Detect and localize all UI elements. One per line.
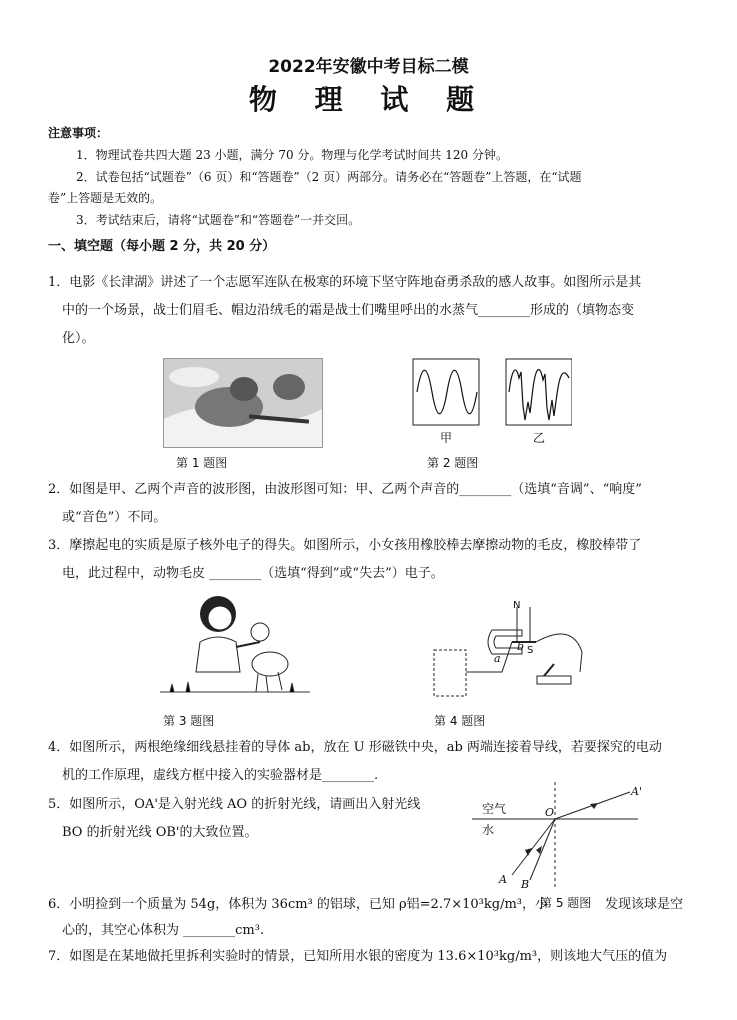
- q2-line-2: 或“音色”）不同。: [62, 510, 167, 525]
- q6-line-1: 6．小明捡到一个质量为 54g，体积为 36cm³ 的铝球，已知 ρ铝=2.7×10³kg/m³，小: [48, 897, 548, 912]
- q6-line-2: 心的，其空心体积为 ________cm³.: [62, 923, 265, 938]
- q1-line-3: 化）。: [62, 331, 95, 346]
- note-item-3: 3．考试结束后，请将“试题卷”和“答题卷”一并交回。: [76, 213, 361, 227]
- fig3-caption: 第 3 题图: [163, 714, 215, 728]
- fig2-caption: 第 2 题图: [427, 456, 479, 470]
- note-item-2: 2．试卷包括“试题卷”（6 页）和“答题卷”（2 页）两部分。请务必在“答题卷”上答题，在“试题: [76, 170, 582, 184]
- fig4-label-s: S: [527, 645, 534, 656]
- fig4-label-n: N: [513, 600, 521, 611]
- fig5-caption: 第 5 题图: [540, 896, 592, 910]
- section-heading: 一、填空题（每小题 2 分，共 20 分）: [48, 239, 276, 254]
- note-item-1: 1．物理试卷共四大题 23 小题，满分 70 分。物理与化学考试时间共 120 分钟。: [76, 148, 508, 162]
- q3-line-1: 3．摩擦起电的实质是原子核外电子的得失。如图所示，小女孩用橡胶棒去摩擦动物的毛皮，橡胶棒带了: [48, 538, 642, 553]
- notes-heading: 注意事项：: [48, 126, 109, 140]
- fig1-photo: [163, 358, 323, 448]
- q4-line-2: 机的工作原理，虚线方框中接入的实验器材是________.: [62, 768, 379, 783]
- q3-line-2: 电，此过程中，动物毛皮 ________（选填“得到”或“失去”）电子。: [62, 566, 444, 581]
- fig5-water-label: 水: [482, 823, 495, 837]
- q6-line-1-tail: 发现该球是空: [605, 897, 684, 912]
- q5-line-1: 5．如图所示，OA'是入射光线 AO 的折射光线，请画出入射光线: [48, 797, 421, 812]
- subject-title: 物 理 试 题: [248, 83, 489, 116]
- fig4-label-a: a: [494, 652, 501, 665]
- fig2-label-a: 甲: [440, 431, 453, 445]
- q7-line-1: 7．如图是在某地做托里拆利实验时的情景，已知所用水银的密度为 13.6×10³kg/m³，则该地大气压的值为: [48, 949, 668, 964]
- fig4-label-b: b: [517, 640, 525, 653]
- fig5-o-label: O: [545, 806, 555, 819]
- fig5-a-label: A: [499, 873, 507, 886]
- exam-title: 2022年安徽中考目标二模: [268, 57, 469, 77]
- fig5-air-label: 空气: [482, 802, 507, 816]
- q2-line-1: 2．如图是甲、乙两个声音的波形图，由波形图可知：甲、乙两个声音的________（选填“音调”、“响度”: [48, 482, 642, 497]
- fig4-caption: 第 4 题图: [434, 714, 486, 728]
- fig5-b-label: B: [521, 878, 530, 891]
- fig2-label-b: 乙: [533, 431, 546, 445]
- fig4-apparatus: [432, 602, 592, 698]
- q1-line-1: 1．电影《长津湖》讲述了一个志愿军连队在极寒的环境下坚守阵地奋勇杀敌的感人故事。如图所示是其: [48, 275, 642, 290]
- fig5-a-prime-label: A': [631, 785, 642, 798]
- q1-line-2: 中的一个场景，战士们眉毛、帽边沿绒毛的霜是战士们嘴里呼出的水蒸气________形成的（填物态变: [62, 303, 635, 318]
- q5-line-2: BO 的折射光线 OB'的大致位置。: [62, 825, 258, 840]
- q4-line-1: 4．如图所示，两根绝缘细线悬挂着的导体 ab，放在 U 形磁铁中央，ab 两端连接着导线，若要探究的电动: [48, 740, 662, 755]
- fig1-caption: 第 1 题图: [176, 456, 228, 470]
- fig5-diagram: [470, 780, 640, 890]
- fig2-waveforms: [412, 358, 572, 428]
- note-item-2-cont: 卷”上答题是无效的。: [48, 191, 163, 205]
- fig3-illustration: [160, 592, 310, 698]
